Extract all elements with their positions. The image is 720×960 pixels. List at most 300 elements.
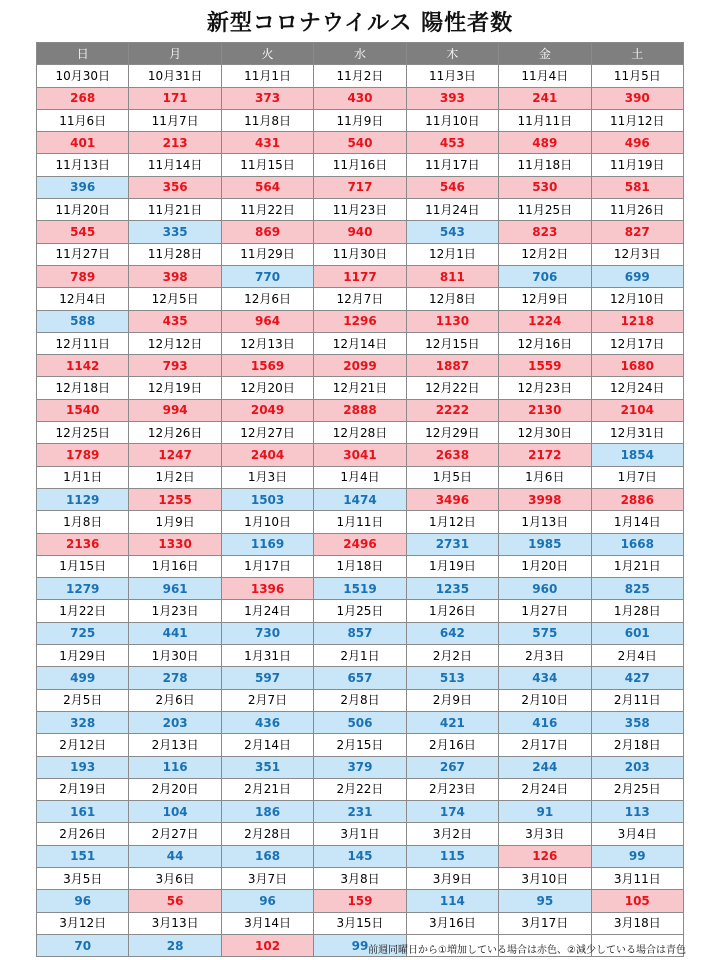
date-cell: 2月18日 (591, 734, 683, 756)
case-count-cell: 390 (591, 87, 683, 109)
value-row (37, 355, 684, 377)
case-count-cell: 489 (499, 132, 591, 154)
case-count-cell: 1224 (499, 310, 591, 332)
date-cell: 2月6日 (129, 689, 221, 711)
case-count-cell: 431 (221, 132, 313, 154)
date-cell: 11月14日 (129, 154, 221, 176)
date-cell: 1月20日 (499, 555, 591, 577)
case-count-cell: 513 (406, 667, 498, 689)
date-cell: 11月6日 (37, 109, 129, 131)
date-cell: 11月20日 (37, 199, 129, 221)
date-cell: 3月6日 (129, 867, 221, 889)
date-row (37, 109, 684, 131)
case-count-cell: 1169 (221, 533, 313, 555)
date-cell: 1月1日 (37, 466, 129, 488)
date-cell: 12月26日 (129, 422, 221, 444)
date-cell: 2月14日 (221, 734, 313, 756)
date-cell: 2月19日 (37, 778, 129, 800)
case-count-cell: 811 (406, 265, 498, 287)
case-count-cell: 2222 (406, 399, 498, 421)
case-count-cell: 770 (221, 265, 313, 287)
case-count-cell: 159 (314, 890, 406, 912)
case-count-cell: 1396 (221, 578, 313, 600)
date-cell: 11月9日 (314, 109, 406, 131)
case-count-cell: 2638 (406, 444, 498, 466)
date-row (37, 823, 684, 845)
date-cell: 3月15日 (314, 912, 406, 934)
date-cell: 2月28日 (221, 823, 313, 845)
date-cell: 2月8日 (314, 689, 406, 711)
case-count-cell: 546 (406, 176, 498, 198)
date-cell: 1月24日 (221, 600, 313, 622)
case-count-cell: 3496 (406, 488, 498, 510)
case-count-cell: 2172 (499, 444, 591, 466)
date-cell: 1月29日 (37, 645, 129, 667)
page-title: 新型コロナウイルス 陽性者数 (206, 11, 514, 36)
case-count-cell: 161 (37, 801, 129, 823)
case-count-cell: 1255 (129, 488, 221, 510)
case-count-cell: 1330 (129, 533, 221, 555)
date-cell: 2月22日 (314, 778, 406, 800)
positive-cases-table (36, 42, 684, 957)
case-count-cell: 421 (406, 711, 498, 733)
case-count-cell: 171 (129, 87, 221, 109)
date-cell: 2月21日 (221, 778, 313, 800)
weekday-header: 日 (37, 43, 129, 65)
case-count-cell: 102 (221, 934, 313, 956)
value-row (37, 578, 684, 600)
value-row (37, 622, 684, 644)
case-count-cell: 203 (129, 711, 221, 733)
case-count-cell: 95 (499, 890, 591, 912)
case-count-cell: 601 (591, 622, 683, 644)
case-count-cell: 869 (221, 221, 313, 243)
date-cell: 10月30日 (37, 65, 129, 87)
date-cell: 11月13日 (37, 154, 129, 176)
case-count-cell: 1129 (37, 488, 129, 510)
value-row (37, 667, 684, 689)
date-cell: 2月20日 (129, 778, 221, 800)
value-row (37, 310, 684, 332)
date-row (37, 912, 684, 934)
date-cell: 11月3日 (406, 65, 498, 87)
date-cell: 3月12日 (37, 912, 129, 934)
value-row (37, 221, 684, 243)
case-count-cell: 499 (37, 667, 129, 689)
date-cell: 2月27日 (129, 823, 221, 845)
date-cell: 3月7日 (221, 867, 313, 889)
date-cell: 11月1日 (221, 65, 313, 87)
case-count-cell: 2099 (314, 355, 406, 377)
date-cell: 11月11日 (499, 109, 591, 131)
date-cell: 3月1日 (314, 823, 406, 845)
date-cell: 11月19日 (591, 154, 683, 176)
case-count-cell: 373 (221, 87, 313, 109)
case-count-cell: 115 (406, 845, 498, 867)
case-count-cell: 1985 (499, 533, 591, 555)
date-cell: 3月4日 (591, 823, 683, 845)
date-cell: 1月26日 (406, 600, 498, 622)
date-cell: 11月29日 (221, 243, 313, 265)
value-row (37, 399, 684, 421)
date-cell: 12月17日 (591, 332, 683, 354)
case-count-cell: 1668 (591, 533, 683, 555)
date-cell: 1月22日 (37, 600, 129, 622)
date-row (37, 154, 684, 176)
case-count-cell: 496 (591, 132, 683, 154)
weekday-header: 木 (406, 43, 498, 65)
case-count-cell: 105 (591, 890, 683, 912)
case-count-cell: 91 (499, 801, 591, 823)
case-count-cell: 789 (37, 265, 129, 287)
date-cell: 1月10日 (221, 511, 313, 533)
value-row (37, 176, 684, 198)
date-cell: 2月1日 (314, 645, 406, 667)
date-cell: 3月16日 (406, 912, 498, 934)
date-cell: 1月14日 (591, 511, 683, 533)
case-count-cell: 823 (499, 221, 591, 243)
date-cell: 11月30日 (314, 243, 406, 265)
date-cell: 2月4日 (591, 645, 683, 667)
case-count-cell: 241 (499, 87, 591, 109)
date-cell: 12月23日 (499, 377, 591, 399)
case-count-cell: 706 (499, 265, 591, 287)
date-cell: 1月8日 (37, 511, 129, 533)
date-cell: 1月3日 (221, 466, 313, 488)
case-count-cell: 994 (129, 399, 221, 421)
case-count-cell: 827 (591, 221, 683, 243)
date-cell: 11月2日 (314, 65, 406, 87)
date-row (37, 778, 684, 800)
case-count-cell: 857 (314, 622, 406, 644)
date-cell: 2月11日 (591, 689, 683, 711)
date-cell: 11月4日 (499, 65, 591, 87)
case-count-cell: 398 (129, 265, 221, 287)
case-count-cell: 725 (37, 622, 129, 644)
case-count-cell: 642 (406, 622, 498, 644)
case-count-cell: 193 (37, 756, 129, 778)
date-cell: 12月13日 (221, 332, 313, 354)
case-count-cell: 268 (37, 87, 129, 109)
case-count-cell: 825 (591, 578, 683, 600)
date-cell: 11月8日 (221, 109, 313, 131)
date-cell: 2月12日 (37, 734, 129, 756)
date-cell: 12月18日 (37, 377, 129, 399)
value-row (37, 488, 684, 510)
case-count-cell: 1130 (406, 310, 498, 332)
date-cell: 1月2日 (129, 466, 221, 488)
weekday-header: 土 (591, 43, 683, 65)
date-cell: 12月1日 (406, 243, 498, 265)
date-cell: 2月23日 (406, 778, 498, 800)
date-cell: 3月18日 (591, 912, 683, 934)
case-count-cell: 435 (129, 310, 221, 332)
date-cell: 1月11日 (314, 511, 406, 533)
date-cell: 11月5日 (591, 65, 683, 87)
case-count-cell: 213 (129, 132, 221, 154)
date-row (37, 867, 684, 889)
date-cell: 1月12日 (406, 511, 498, 533)
case-count-cell: 126 (499, 845, 591, 867)
case-count-cell: 3998 (499, 488, 591, 510)
date-row (37, 466, 684, 488)
case-count-cell: 657 (314, 667, 406, 689)
case-count-cell: 1887 (406, 355, 498, 377)
date-cell: 12月20日 (221, 377, 313, 399)
date-cell: 12月5日 (129, 288, 221, 310)
date-cell: 2月2日 (406, 645, 498, 667)
date-row (37, 243, 684, 265)
case-count-cell: 114 (406, 890, 498, 912)
date-cell: 12月28日 (314, 422, 406, 444)
case-count-cell: 2049 (221, 399, 313, 421)
case-count-cell: 396 (37, 176, 129, 198)
case-count-cell: 530 (499, 176, 591, 198)
case-count-cell: 328 (37, 711, 129, 733)
date-cell: 3月14日 (221, 912, 313, 934)
date-cell: 11月28日 (129, 243, 221, 265)
date-cell: 12月25日 (37, 422, 129, 444)
weekday-header: 水 (314, 43, 406, 65)
case-count-cell: 231 (314, 801, 406, 823)
date-cell: 11月27日 (37, 243, 129, 265)
case-count-cell: 2404 (221, 444, 313, 466)
date-cell: 1月30日 (129, 645, 221, 667)
date-cell: 2月24日 (499, 778, 591, 800)
date-cell: 2月15日 (314, 734, 406, 756)
case-count-cell: 96 (37, 890, 129, 912)
case-count-cell: 104 (129, 801, 221, 823)
case-count-cell: 2886 (591, 488, 683, 510)
date-cell: 3月17日 (499, 912, 591, 934)
value-row (37, 711, 684, 733)
date-cell: 1月18日 (314, 555, 406, 577)
date-cell: 12月21日 (314, 377, 406, 399)
case-count-cell: 2104 (591, 399, 683, 421)
case-count-cell: 1540 (37, 399, 129, 421)
date-row (37, 332, 684, 354)
case-count-cell: 2888 (314, 399, 406, 421)
date-cell: 12月4日 (37, 288, 129, 310)
date-cell: 3月13日 (129, 912, 221, 934)
case-count-cell: 540 (314, 132, 406, 154)
case-count-cell: 379 (314, 756, 406, 778)
date-cell: 2月3日 (499, 645, 591, 667)
case-count-cell: 543 (406, 221, 498, 243)
date-row (37, 377, 684, 399)
date-cell: 3月5日 (37, 867, 129, 889)
case-count-cell: 1247 (129, 444, 221, 466)
case-count-cell: 116 (129, 756, 221, 778)
date-cell: 12月24日 (591, 377, 683, 399)
case-count-cell: 793 (129, 355, 221, 377)
date-cell: 12月7日 (314, 288, 406, 310)
weekday-header: 月 (129, 43, 221, 65)
case-count-cell: 401 (37, 132, 129, 154)
date-cell: 11月25日 (499, 199, 591, 221)
case-count-cell: 96 (221, 890, 313, 912)
case-count-cell: 99 (314, 934, 406, 956)
date-row (37, 511, 684, 533)
case-count-cell: 1680 (591, 355, 683, 377)
case-count-cell: 416 (499, 711, 591, 733)
case-count-cell: 1474 (314, 488, 406, 510)
value-row (37, 533, 684, 555)
case-count-cell: 1296 (314, 310, 406, 332)
date-cell: 12月31日 (591, 422, 683, 444)
date-cell: 1月6日 (499, 466, 591, 488)
date-cell: 10月31日 (129, 65, 221, 87)
case-count-cell: 335 (129, 221, 221, 243)
case-count-cell: 453 (406, 132, 498, 154)
date-cell: 1月28日 (591, 600, 683, 622)
date-row (37, 65, 684, 87)
case-count-cell: 1279 (37, 578, 129, 600)
case-count-cell: 28 (129, 934, 221, 956)
case-count-cell: 1854 (591, 444, 683, 466)
date-row (37, 555, 684, 577)
date-cell: 12月29日 (406, 422, 498, 444)
date-cell: 11月21日 (129, 199, 221, 221)
date-row (37, 689, 684, 711)
value-row (37, 890, 684, 912)
date-cell: 11月18日 (499, 154, 591, 176)
date-cell: 2月7日 (221, 689, 313, 711)
case-count-cell: 168 (221, 845, 313, 867)
date-cell: 12月30日 (499, 422, 591, 444)
case-count-cell: 564 (221, 176, 313, 198)
date-cell: 3月11日 (591, 867, 683, 889)
case-count-cell: 441 (129, 622, 221, 644)
case-count-cell: 1235 (406, 578, 498, 600)
case-count-cell: 145 (314, 845, 406, 867)
case-count-cell: 1569 (221, 355, 313, 377)
date-cell: 12月27日 (221, 422, 313, 444)
weekday-header: 金 (499, 43, 591, 65)
case-count-cell: 2496 (314, 533, 406, 555)
case-count-cell: 730 (221, 622, 313, 644)
case-count-cell: 961 (129, 578, 221, 600)
value-row (37, 756, 684, 778)
case-count-cell: 151 (37, 845, 129, 867)
case-count-cell: 356 (129, 176, 221, 198)
date-cell: 12月10日 (591, 288, 683, 310)
case-count-cell: 1218 (591, 310, 683, 332)
case-count-cell: 545 (37, 221, 129, 243)
color-legend-note: 前週同曜日から①増加している場合は赤色、②減少している場合は青色 (368, 945, 686, 956)
date-row (37, 422, 684, 444)
date-cell: 1月25日 (314, 600, 406, 622)
date-cell: 11月23日 (314, 199, 406, 221)
date-cell: 2月26日 (37, 823, 129, 845)
value-row (37, 87, 684, 109)
date-cell: 3月10日 (499, 867, 591, 889)
case-count-cell: 575 (499, 622, 591, 644)
date-cell: 1月13日 (499, 511, 591, 533)
date-cell: 2月10日 (499, 689, 591, 711)
date-cell: 12月16日 (499, 332, 591, 354)
case-count-cell: 393 (406, 87, 498, 109)
date-cell: 12月6日 (221, 288, 313, 310)
date-row (37, 734, 684, 756)
case-count-cell: 203 (591, 756, 683, 778)
case-count-cell: 699 (591, 265, 683, 287)
date-cell: 11月22日 (221, 199, 313, 221)
value-row (37, 845, 684, 867)
value-row (37, 801, 684, 823)
case-count-cell: 267 (406, 756, 498, 778)
case-count-cell: 2731 (406, 533, 498, 555)
weekday-header-row (37, 43, 684, 65)
date-cell: 3月3日 (499, 823, 591, 845)
date-cell: 12月22日 (406, 377, 498, 399)
case-count-cell: 588 (37, 310, 129, 332)
date-cell: 2月5日 (37, 689, 129, 711)
case-count-cell: 2130 (499, 399, 591, 421)
case-count-cell: 174 (406, 801, 498, 823)
date-cell: 1月15日 (37, 555, 129, 577)
date-cell: 1月16日 (129, 555, 221, 577)
case-count-cell: 2136 (37, 533, 129, 555)
case-count-cell: 70 (37, 934, 129, 956)
case-count-cell: 581 (591, 176, 683, 198)
date-cell: 12月2日 (499, 243, 591, 265)
case-count-cell: 1142 (37, 355, 129, 377)
date-cell: 11月24日 (406, 199, 498, 221)
date-row (37, 645, 684, 667)
case-count-cell: 278 (129, 667, 221, 689)
weekday-header: 火 (221, 43, 313, 65)
case-count-cell: 1519 (314, 578, 406, 600)
date-cell: 11月10日 (406, 109, 498, 131)
case-count-cell: 940 (314, 221, 406, 243)
date-cell: 2月17日 (499, 734, 591, 756)
date-cell: 1月7日 (591, 466, 683, 488)
date-cell: 12月15日 (406, 332, 498, 354)
date-cell: 1月4日 (314, 466, 406, 488)
date-cell: 12月3日 (591, 243, 683, 265)
date-row (37, 288, 684, 310)
case-count-cell: 244 (499, 756, 591, 778)
case-count-cell: 1503 (221, 488, 313, 510)
date-cell: 1月17日 (221, 555, 313, 577)
date-cell: 12月11日 (37, 332, 129, 354)
date-cell: 3月9日 (406, 867, 498, 889)
case-count-cell: 99 (591, 845, 683, 867)
date-cell: 1月21日 (591, 555, 683, 577)
case-count-cell: 434 (499, 667, 591, 689)
case-count-cell: 506 (314, 711, 406, 733)
case-count-cell: 1559 (499, 355, 591, 377)
date-cell: 11月7日 (129, 109, 221, 131)
case-count-cell: 436 (221, 711, 313, 733)
date-cell: 3月2日 (406, 823, 498, 845)
date-cell: 12月19日 (129, 377, 221, 399)
date-cell: 12月9日 (499, 288, 591, 310)
case-count-cell: 3041 (314, 444, 406, 466)
value-row (37, 132, 684, 154)
date-cell: 1月5日 (406, 466, 498, 488)
date-cell: 12月12日 (129, 332, 221, 354)
date-row (37, 199, 684, 221)
date-cell: 1月9日 (129, 511, 221, 533)
date-cell: 12月14日 (314, 332, 406, 354)
date-cell: 11月12日 (591, 109, 683, 131)
date-cell: 11月26日 (591, 199, 683, 221)
case-count-cell: 1789 (37, 444, 129, 466)
date-cell: 1月23日 (129, 600, 221, 622)
date-cell: 11月16日 (314, 154, 406, 176)
